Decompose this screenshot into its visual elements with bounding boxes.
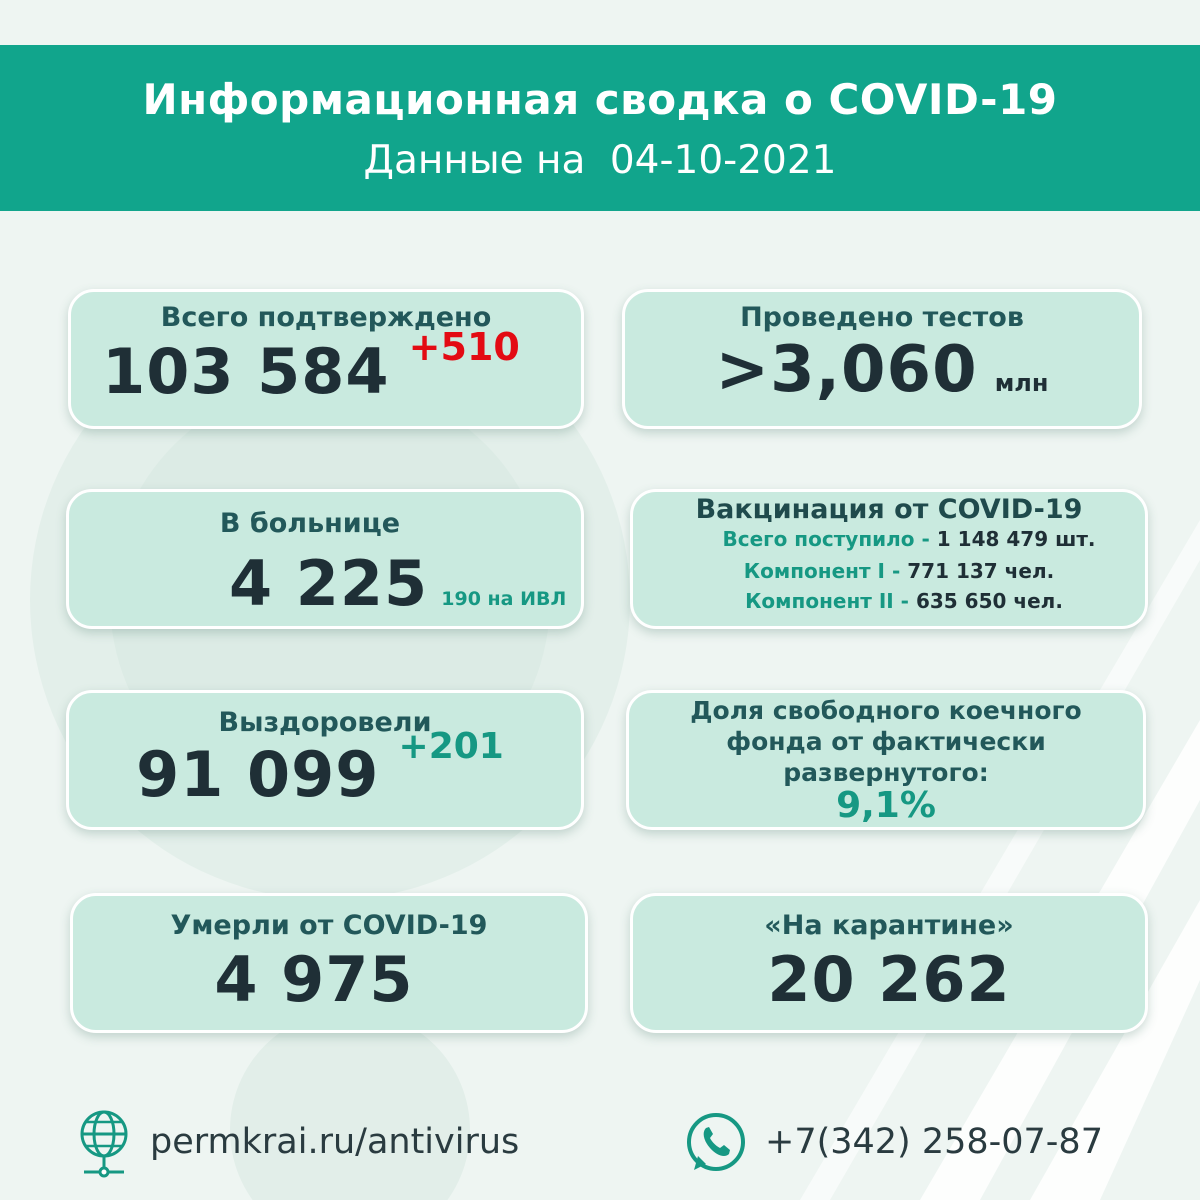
component1-label: Компонент I -: [743, 559, 901, 583]
delivered-value: 1 148 479 шт.: [936, 527, 1096, 551]
tests-value: >3,060: [715, 333, 978, 407]
card-quarantine: [630, 893, 1148, 1033]
vaccination-line-component1: [633, 559, 1145, 583]
quarantine-label: «На карантине»: [764, 910, 1014, 941]
beds-line-1: Доля свободного коечного: [690, 696, 1082, 725]
vaccination-line-component2: [633, 589, 1145, 613]
hospital-value: 4 225: [229, 547, 429, 620]
tests-unit: млн: [994, 369, 1049, 397]
vaccination-title: Вакцинация от COVID-19: [695, 494, 1083, 525]
recovered-delta: +201: [398, 726, 504, 767]
component1-value: 771 137 чел.: [907, 559, 1055, 583]
page-subtitle: [0, 138, 1200, 183]
header-banner: [0, 45, 1200, 211]
report-date: 04-10-2021: [609, 138, 837, 183]
card-tests: [622, 289, 1142, 429]
delivered-label: Всего поступило -: [722, 527, 930, 551]
tests-label: Проведено тестов: [740, 302, 1024, 333]
beds-line-3: развернутого:: [783, 758, 989, 787]
vaccination-line-delivered: [633, 527, 1145, 551]
beds-description: [629, 695, 1143, 788]
globe-icon: [76, 1104, 132, 1184]
subtitle-prefix: Данные на: [363, 138, 586, 183]
card-free-beds: [626, 690, 1146, 830]
card-hospital: [66, 489, 584, 629]
confirmed-label: Всего подтверждено: [160, 302, 492, 333]
component2-label: Компонент II -: [745, 589, 909, 613]
deaths-value: 4 975: [214, 943, 414, 1016]
card-vaccination: [630, 489, 1148, 629]
card-recovered: [66, 690, 584, 830]
page-title: Информационная сводка о COVID-19: [142, 75, 1058, 124]
ventilator-note: 190 на ИВЛ: [441, 588, 567, 610]
deaths-label: Умерли от COVID-19: [170, 910, 488, 941]
beds-value: 9,1%: [836, 785, 936, 826]
site-link[interactable]: permkrai.ru/antivirus: [150, 1122, 520, 1162]
footer: [0, 1100, 1200, 1190]
recovered-value: 91 099: [136, 738, 380, 811]
phone-number[interactable]: +7(342) 258-07-87: [765, 1122, 1103, 1162]
confirmed-delta: +510: [408, 325, 520, 369]
card-deaths: [70, 893, 588, 1033]
hospital-label: В больнице: [219, 508, 401, 539]
beds-line-2: фонда от фактически: [726, 727, 1046, 756]
card-confirmed: [68, 289, 584, 429]
confirmed-value: 103 584: [102, 335, 390, 408]
whatsapp-phone-icon: [684, 1110, 748, 1174]
quarantine-value: 20 262: [767, 943, 1011, 1016]
recovered-label: Выздоровели: [218, 707, 432, 738]
component2-value: 635 650 чел.: [915, 589, 1063, 613]
